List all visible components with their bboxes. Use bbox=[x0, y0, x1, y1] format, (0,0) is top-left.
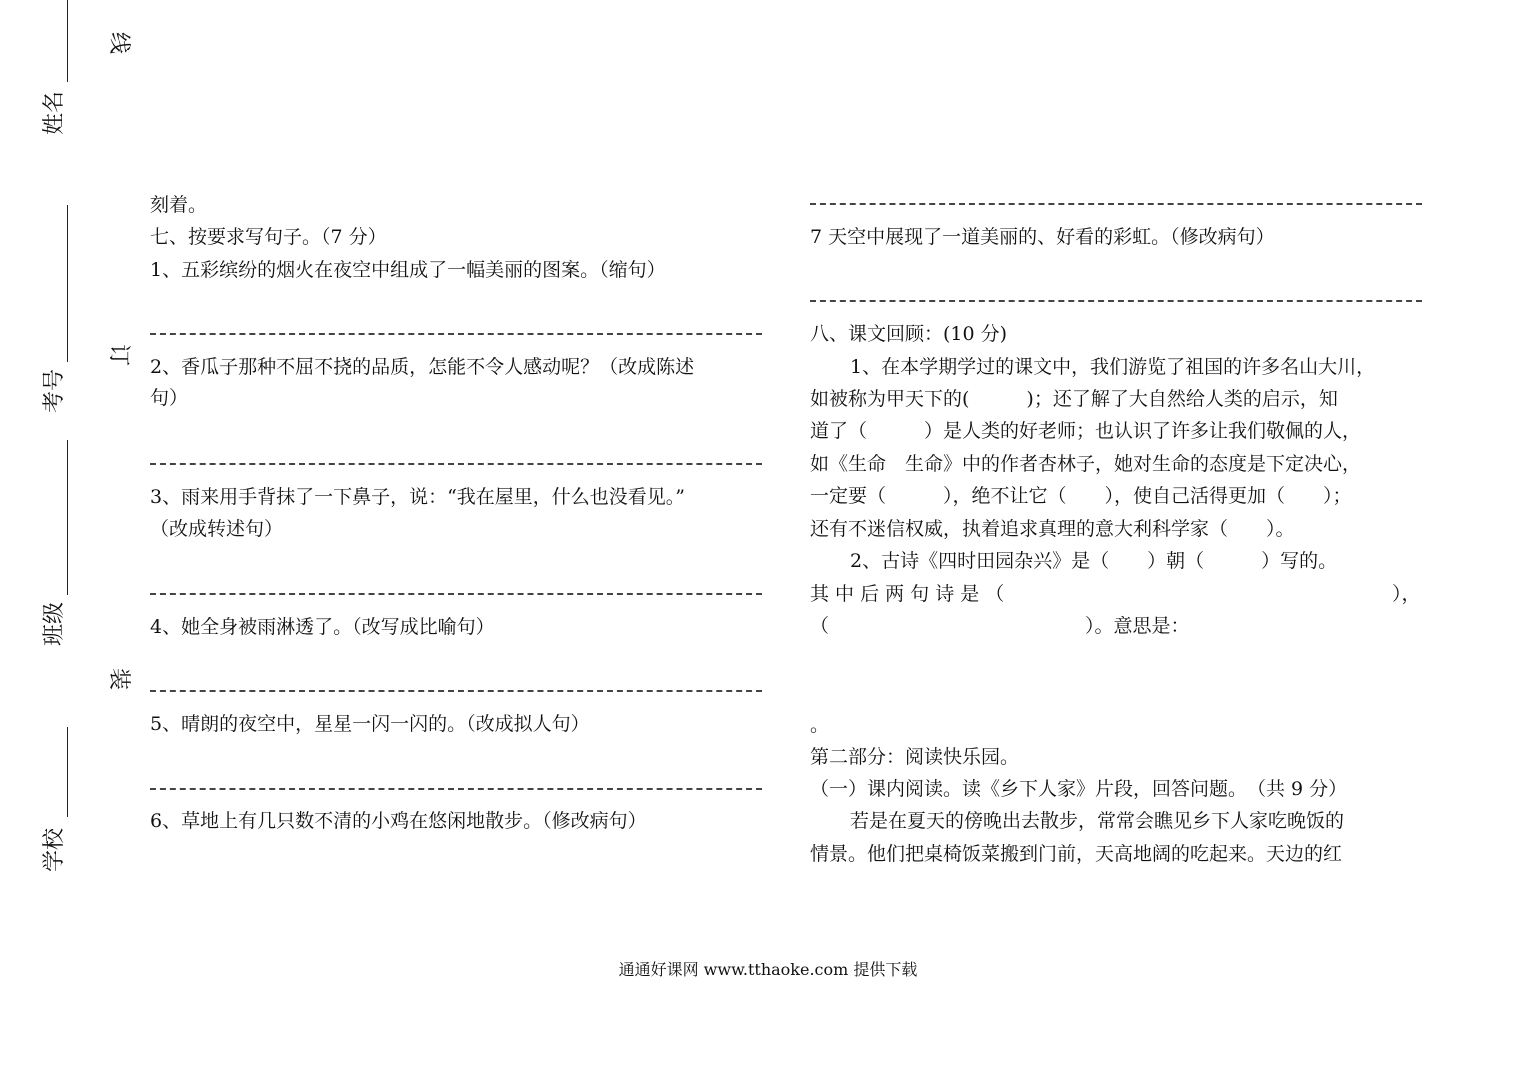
question-item: 5、晴朗的夜空中，星星一闪一闪的。（改成拟人句） bbox=[150, 713, 590, 735]
answer-blank[interactable] bbox=[150, 593, 762, 595]
seal-mark-zhuang: 装 bbox=[106, 667, 131, 690]
seal-mark-xian: 线 bbox=[106, 31, 131, 54]
question-item: 1、五彩缤纷的烟火在夜空中组成了一幅美丽的图案。（缩句） bbox=[150, 259, 666, 281]
question-item: 2、香瓜子那种不屈不挠的品质，怎能不令人感动呢？（改成陈述 bbox=[150, 356, 695, 378]
reading-passage-line: 情景。他们把桌椅饭菜搬到门前，天高地阔的吃起来。天边的红 bbox=[810, 843, 1343, 865]
paragraph-line: 。 bbox=[810, 714, 830, 736]
paragraph-line: 还有不迷信权威，执着追求真理的意大利科学家（ ）。 bbox=[810, 518, 1295, 540]
paragraph-line: 2、古诗《四时田园杂兴》是（ ）朝（ ）写的。 bbox=[850, 550, 1338, 572]
reading-heading: （一）课内阅读。读《乡下人家》片段，回答问题。 （共 9 分） bbox=[810, 778, 1348, 800]
margin-line-exam-no bbox=[67, 205, 68, 362]
answer-blank[interactable] bbox=[150, 333, 762, 335]
question-item: 3、雨来用手背抹了一下鼻子，说：“我在屋里，什么也没看见。” bbox=[150, 486, 686, 508]
margin-line-class bbox=[67, 440, 68, 595]
question-item-continued: 句） bbox=[150, 387, 189, 409]
margin-label-school: 学校 bbox=[42, 827, 67, 872]
paragraph-line: 如《生命 生命》中的作者杏林子，她对生命的态度是下定决心， bbox=[810, 453, 1362, 475]
answer-blank[interactable] bbox=[150, 463, 762, 465]
paragraph-line: ）。意思是： bbox=[1085, 615, 1190, 637]
paragraph-line: 道了（ ）是人类的好老师；也认识了许多让我们敬佩的人， bbox=[810, 420, 1362, 442]
reading-passage-line: 若是在夏天的傍晚出去散步，常常会瞧见乡下人家吃晚饭的 bbox=[850, 810, 1345, 832]
page-footer: 通通好课网 www.tthaoke.com 提供下载 bbox=[618, 960, 918, 979]
margin-label-exam-no: 考号 bbox=[42, 368, 67, 413]
paragraph-line: 1、在本学期学过的课文中，我们游览了祖国的许多名山大川， bbox=[850, 356, 1376, 378]
margin-line-school bbox=[67, 727, 68, 817]
paragraph-line: 其 中 后 两 句 诗 是 （ bbox=[810, 583, 1005, 605]
answer-blank[interactable] bbox=[810, 203, 1422, 205]
paragraph-line: 一定要（ ），绝不让它（ ），使自己活得更加（ ）； bbox=[810, 485, 1352, 507]
margin-label-name: 姓名 bbox=[42, 90, 67, 135]
section-heading: 七、按要求写句子。（7 分） bbox=[150, 226, 387, 248]
question-item-continued: （改成转述句） bbox=[150, 518, 284, 540]
question-item: 6、草地上有几只数不清的小鸡在悠闲地散步。（修改病句） bbox=[150, 810, 647, 832]
margin-line-name bbox=[67, 0, 68, 82]
answer-blank[interactable] bbox=[150, 788, 762, 790]
question-item: 7 天空中展现了一道美丽的、好看的彩虹。（修改病句） bbox=[810, 226, 1275, 248]
paragraph-line: 如被称为甲天下的( )；还了解了大自然给人类的启示，知 bbox=[810, 388, 1338, 410]
paragraph-line: （ bbox=[810, 615, 830, 637]
margin-label-class: 班级 bbox=[42, 601, 67, 646]
part-heading: 第二部分：阅读快乐园。 bbox=[810, 746, 1020, 768]
seal-mark-ding: 订 bbox=[106, 343, 131, 366]
answer-blank[interactable] bbox=[150, 690, 762, 692]
paragraph-line: ）， bbox=[1392, 583, 1421, 605]
answer-blank[interactable] bbox=[810, 300, 1422, 302]
section-heading: 八、课文回顾：(10 分) bbox=[810, 323, 1008, 345]
question-item: 4、她全身被雨淋透了。（改写成比喻句） bbox=[150, 616, 495, 638]
left-line: 刻着。 bbox=[150, 194, 208, 216]
